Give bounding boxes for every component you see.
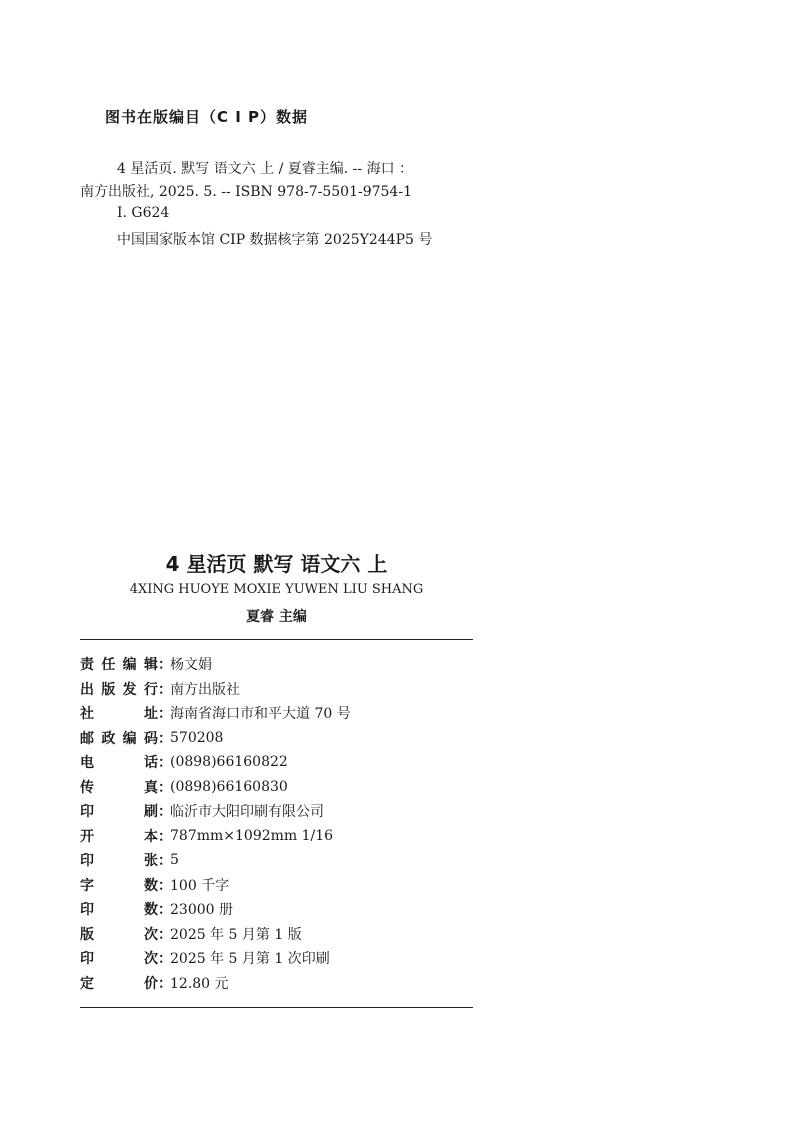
cip-line-title: 4 星活页. 默写 语文六 上 / 夏睿主编. -- 海口 ：	[117, 161, 414, 177]
cip-line-record-number: 中国国家版本馆 CIP 数据核字第 2025Y244P5 号	[117, 232, 433, 248]
book-title: 4 星活页 默写 语文六 上	[165, 552, 388, 576]
imprint-row	[80, 750, 351, 775]
cip-line-publisher: 南方出版社, 2025. 5. -- ISBN 978-7-5501-9754-1	[80, 184, 412, 200]
imprint-value: 2025 年 5 月第 1 版	[170, 926, 302, 943]
imprint-value: 临沂市大阳印刷有限公司	[170, 804, 324, 821]
imprint-row	[80, 677, 351, 702]
top-divider	[80, 639, 473, 640]
imprint-label: 邮 政 编 码	[80, 730, 158, 747]
imprint-row	[80, 946, 351, 971]
imprint-row	[80, 897, 351, 922]
imprint-label: 印 次	[80, 951, 158, 968]
imprint-value: 海南省海口市和平大道 70 号	[170, 706, 351, 723]
imprint-label: 印 张	[80, 853, 158, 870]
imprint-value: 23000 册	[170, 902, 233, 919]
imprint-colon: ：	[158, 681, 172, 698]
imprint-colon: ：	[158, 706, 172, 723]
imprint-colon: ：	[158, 804, 172, 821]
imprint-value: 570208	[170, 729, 224, 746]
imprint-row	[80, 799, 351, 824]
imprint-label: 版 次	[80, 926, 158, 943]
imprint-label: 电 话	[80, 755, 158, 772]
imprint-label: 出 版 发 行	[80, 681, 158, 698]
imprint-row	[80, 701, 351, 726]
imprint-row	[80, 922, 351, 947]
imprint-value: (0898)66160822	[170, 754, 288, 771]
imprint-colon: ：	[158, 877, 172, 894]
imprint-value: 12.80 元	[170, 975, 229, 992]
imprint-colon: ：	[158, 755, 172, 772]
imprint-value: 787mm×1092mm 1/16	[170, 827, 334, 844]
cip-heading: 图书在版编目（C I P）数据	[105, 108, 309, 126]
imprint-row	[80, 726, 351, 751]
imprint-row	[80, 848, 351, 873]
book-pinyin-title: 4XING HUOYE MOXIE YUWEN LIU SHANG	[129, 582, 424, 597]
imprint-label: 开 本	[80, 828, 158, 845]
imprint-colon: ：	[158, 657, 172, 674]
imprint-label: 责 任 编 辑	[80, 657, 158, 674]
imprint-label: 字 数	[80, 877, 158, 894]
imprint-row	[80, 971, 351, 996]
imprint-label: 定 价	[80, 975, 158, 992]
imprint-colon: ：	[158, 926, 172, 943]
imprint-colon: ：	[158, 730, 172, 747]
imprint-label: 印 刷	[80, 804, 158, 821]
cip-line-classification: Ⅰ. G624	[117, 205, 170, 221]
imprint-colon: ：	[158, 975, 172, 992]
imprint-colon: ：	[158, 951, 172, 968]
bottom-divider	[80, 1007, 473, 1008]
imprint-label: 印 数	[80, 902, 158, 919]
imprint-label: 社 址	[80, 706, 158, 723]
imprint-value: (0898)66160830	[170, 778, 288, 795]
imprint-colon: ：	[158, 828, 172, 845]
imprint-row	[80, 775, 351, 800]
imprint-colon: ：	[158, 779, 172, 796]
imprint-info-list	[80, 652, 351, 995]
imprint-value: 南方出版社	[170, 681, 240, 698]
imprint-value: 100 千字	[170, 877, 230, 894]
imprint-colon: ：	[158, 902, 172, 919]
book-editor: 夏睿 主编	[246, 609, 307, 625]
imprint-label: 传 真	[80, 779, 158, 796]
imprint-value: 5	[170, 852, 179, 869]
imprint-row	[80, 873, 351, 898]
imprint-colon: ：	[158, 853, 172, 870]
imprint-row	[80, 652, 351, 677]
imprint-value: 2025 年 5 月第 1 次印刷	[170, 951, 330, 968]
imprint-row	[80, 824, 351, 849]
imprint-value: 杨文娟	[170, 657, 212, 674]
